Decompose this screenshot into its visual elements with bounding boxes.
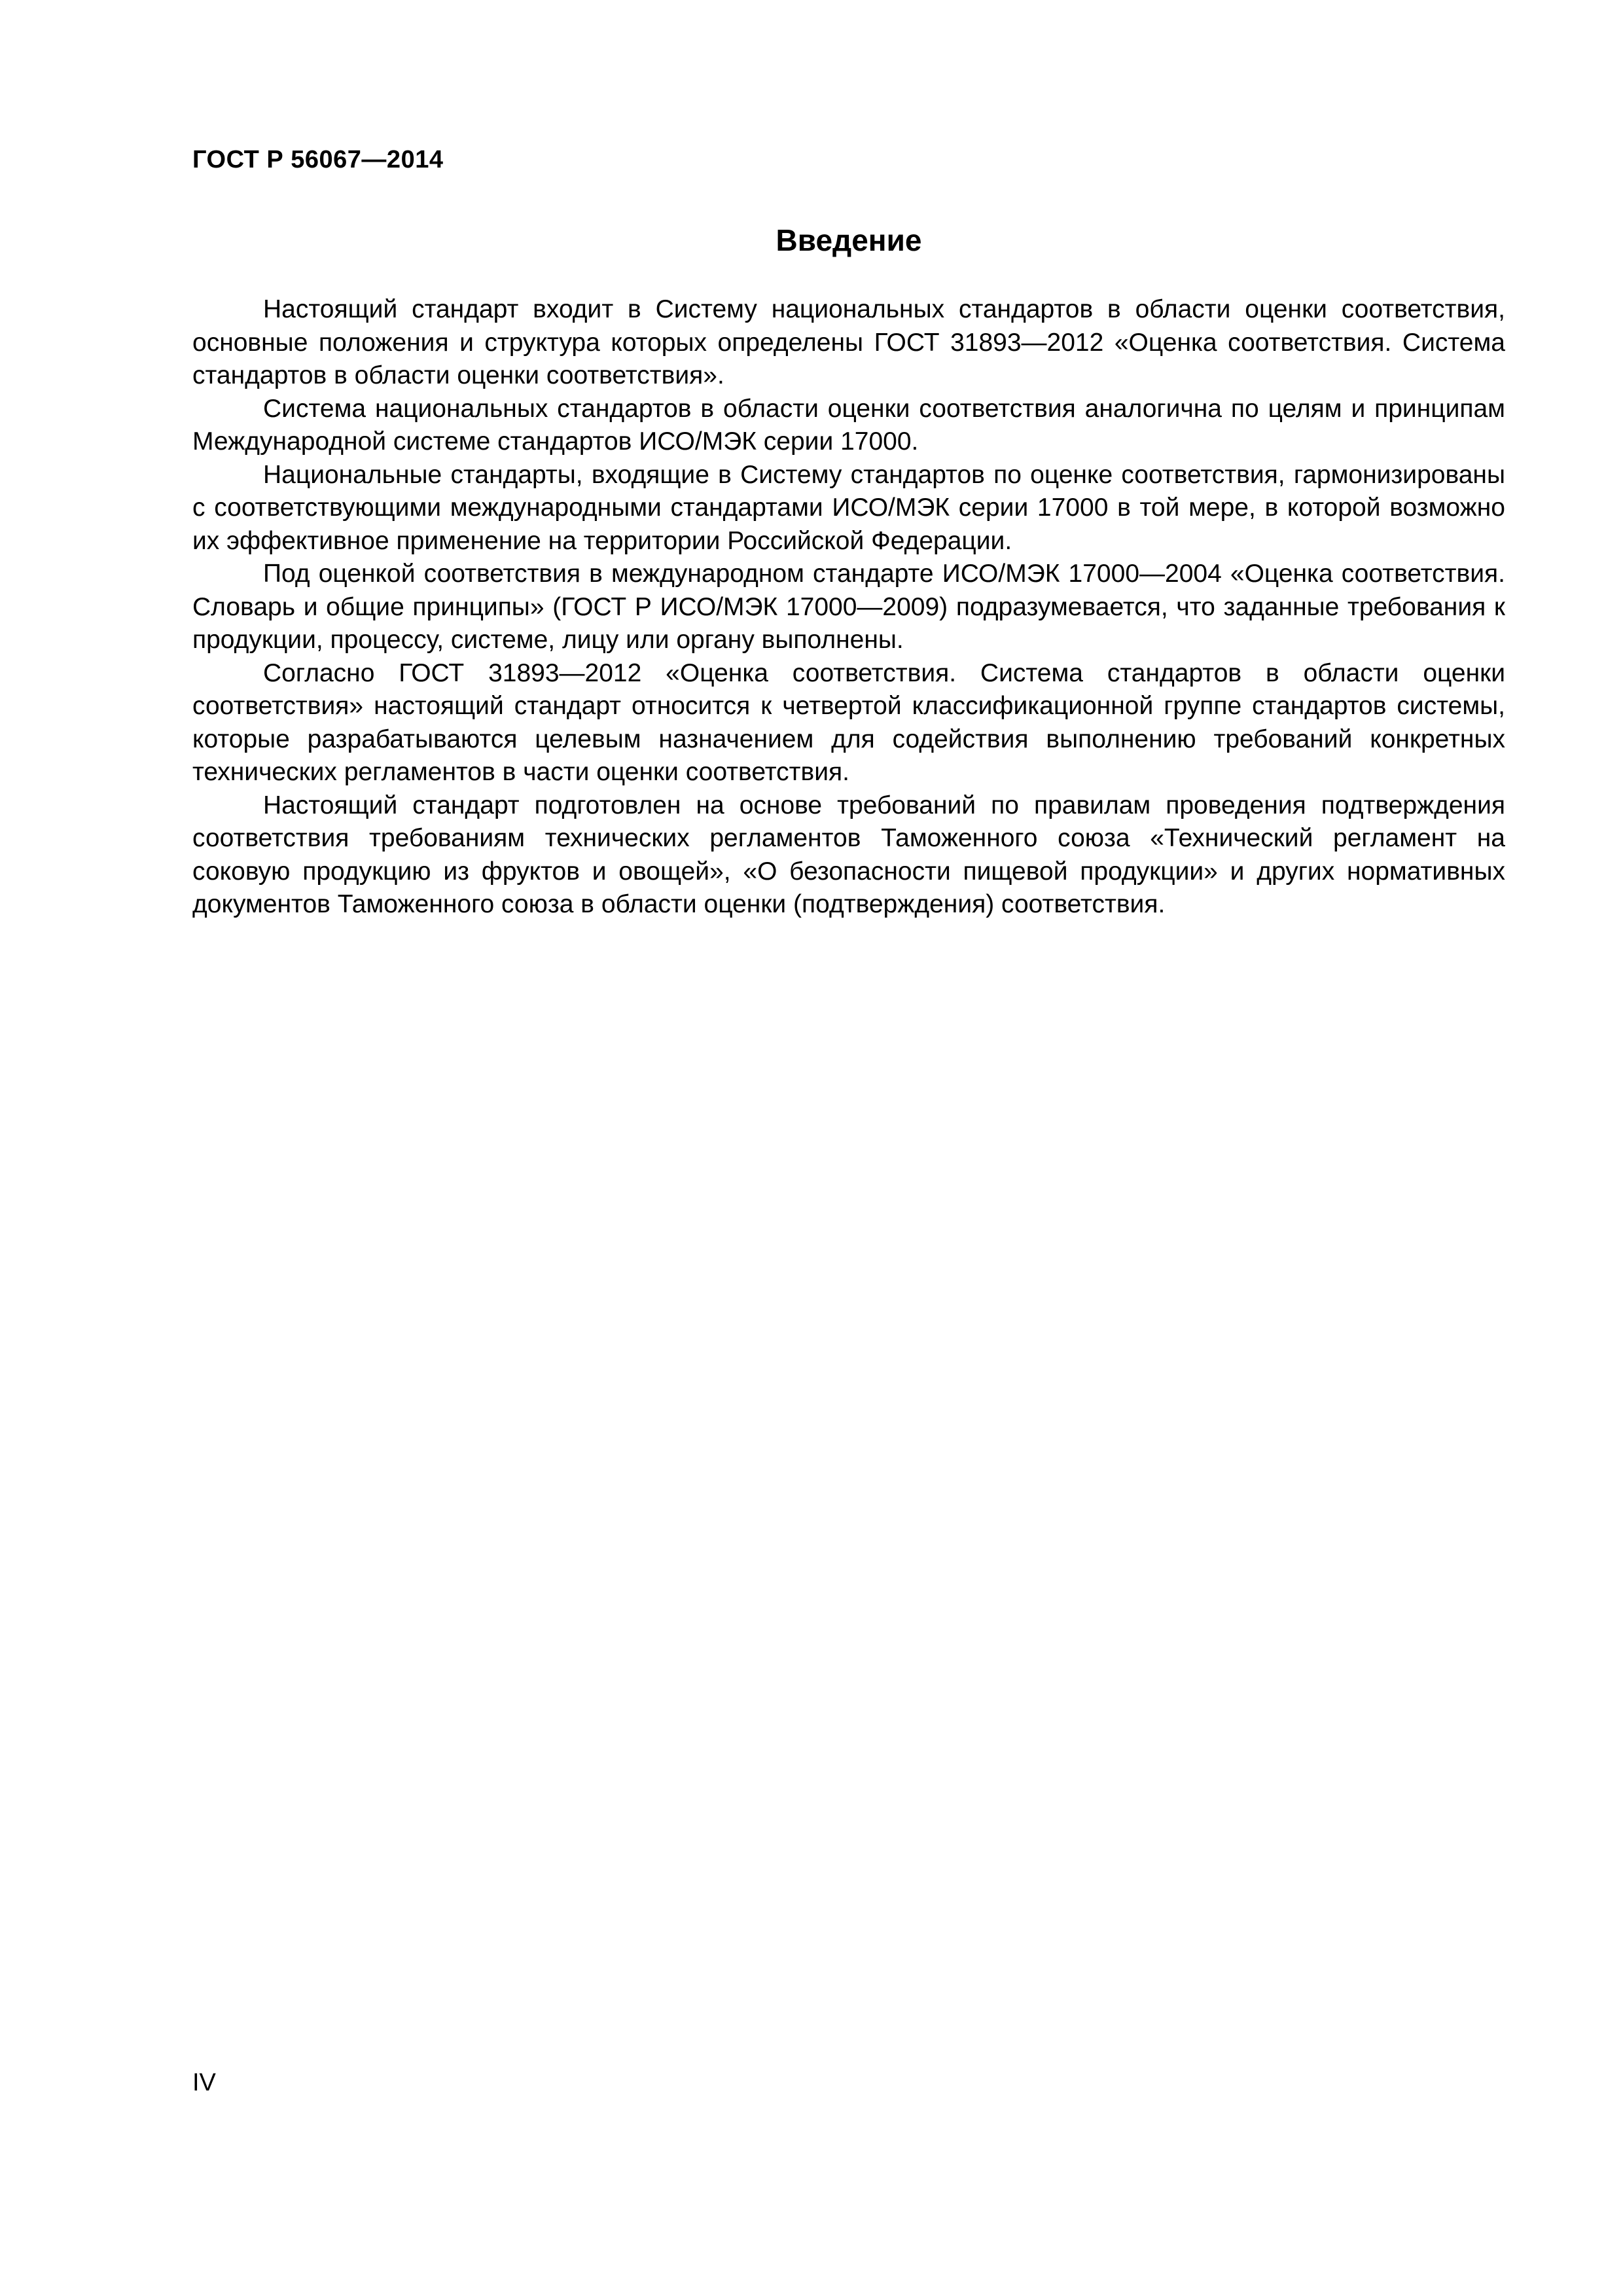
section-title: Введение [776,223,922,257]
paragraph: Настоящий стандарт входит в Систему национальных стандартов в области оценки соответствия, основные положения и структура которых определены ГОСТ 31893—2012 «Оценка соответствия. Система стандартов в области оценки соответствия». [192,295,1505,389]
paragraph: Настоящий стандарт подготовлен на основе требований по правилам проведения подтверждения соответствия требованиям технических регламентов Таможенного союза «Технический регламент на соковую продукцию из фруктов и овощей», «О безопасности пищевой продукции» и других нормативных документов Таможенного союза в области оценки (подтверждения) соответствия. [192,791,1505,918]
page-number: IV [192,2069,216,2096]
paragraph: Национальные стандарты, входящие в Систему стандартов по оценке соответствия, гармонизированы с соответствующими международными стандартами ИСО/МЭК серии 17000 в той мере, в которой возможно их эффективное применение на территории Российской Федерации. [192,460,1505,555]
paragraph: Система национальных стандартов в области оценки соответствия аналогична по целям и принципам Международной системе стандартов ИСО/МЭК серии 17000. [192,394,1505,456]
body-text [192,293,1505,922]
paragraph: Под оценкой соответствия в международном стандарте ИСО/МЭК 17000—2004 «Оценка соответствия. Словарь и общие принципы» (ГОСТ Р ИСО/МЭК 17000—2009) подразумевается, что заданные требования к продукции, процессу, системе, лицу или органу выполнены. [192,560,1505,654]
paragraph: Согласно ГОСТ 31893—2012 «Оценка соответствия. Система стандартов в области оценки соответствия» настоящий стандарт относится к четвертой классификационной группе стандартов системы, которые разрабатываются целевым назначением для содействия выполнению требований конкретных технических регламентов в части оценки соответствия. [192,658,1505,786]
document-code-header: ГОСТ Р 56067—2014 [192,146,444,173]
